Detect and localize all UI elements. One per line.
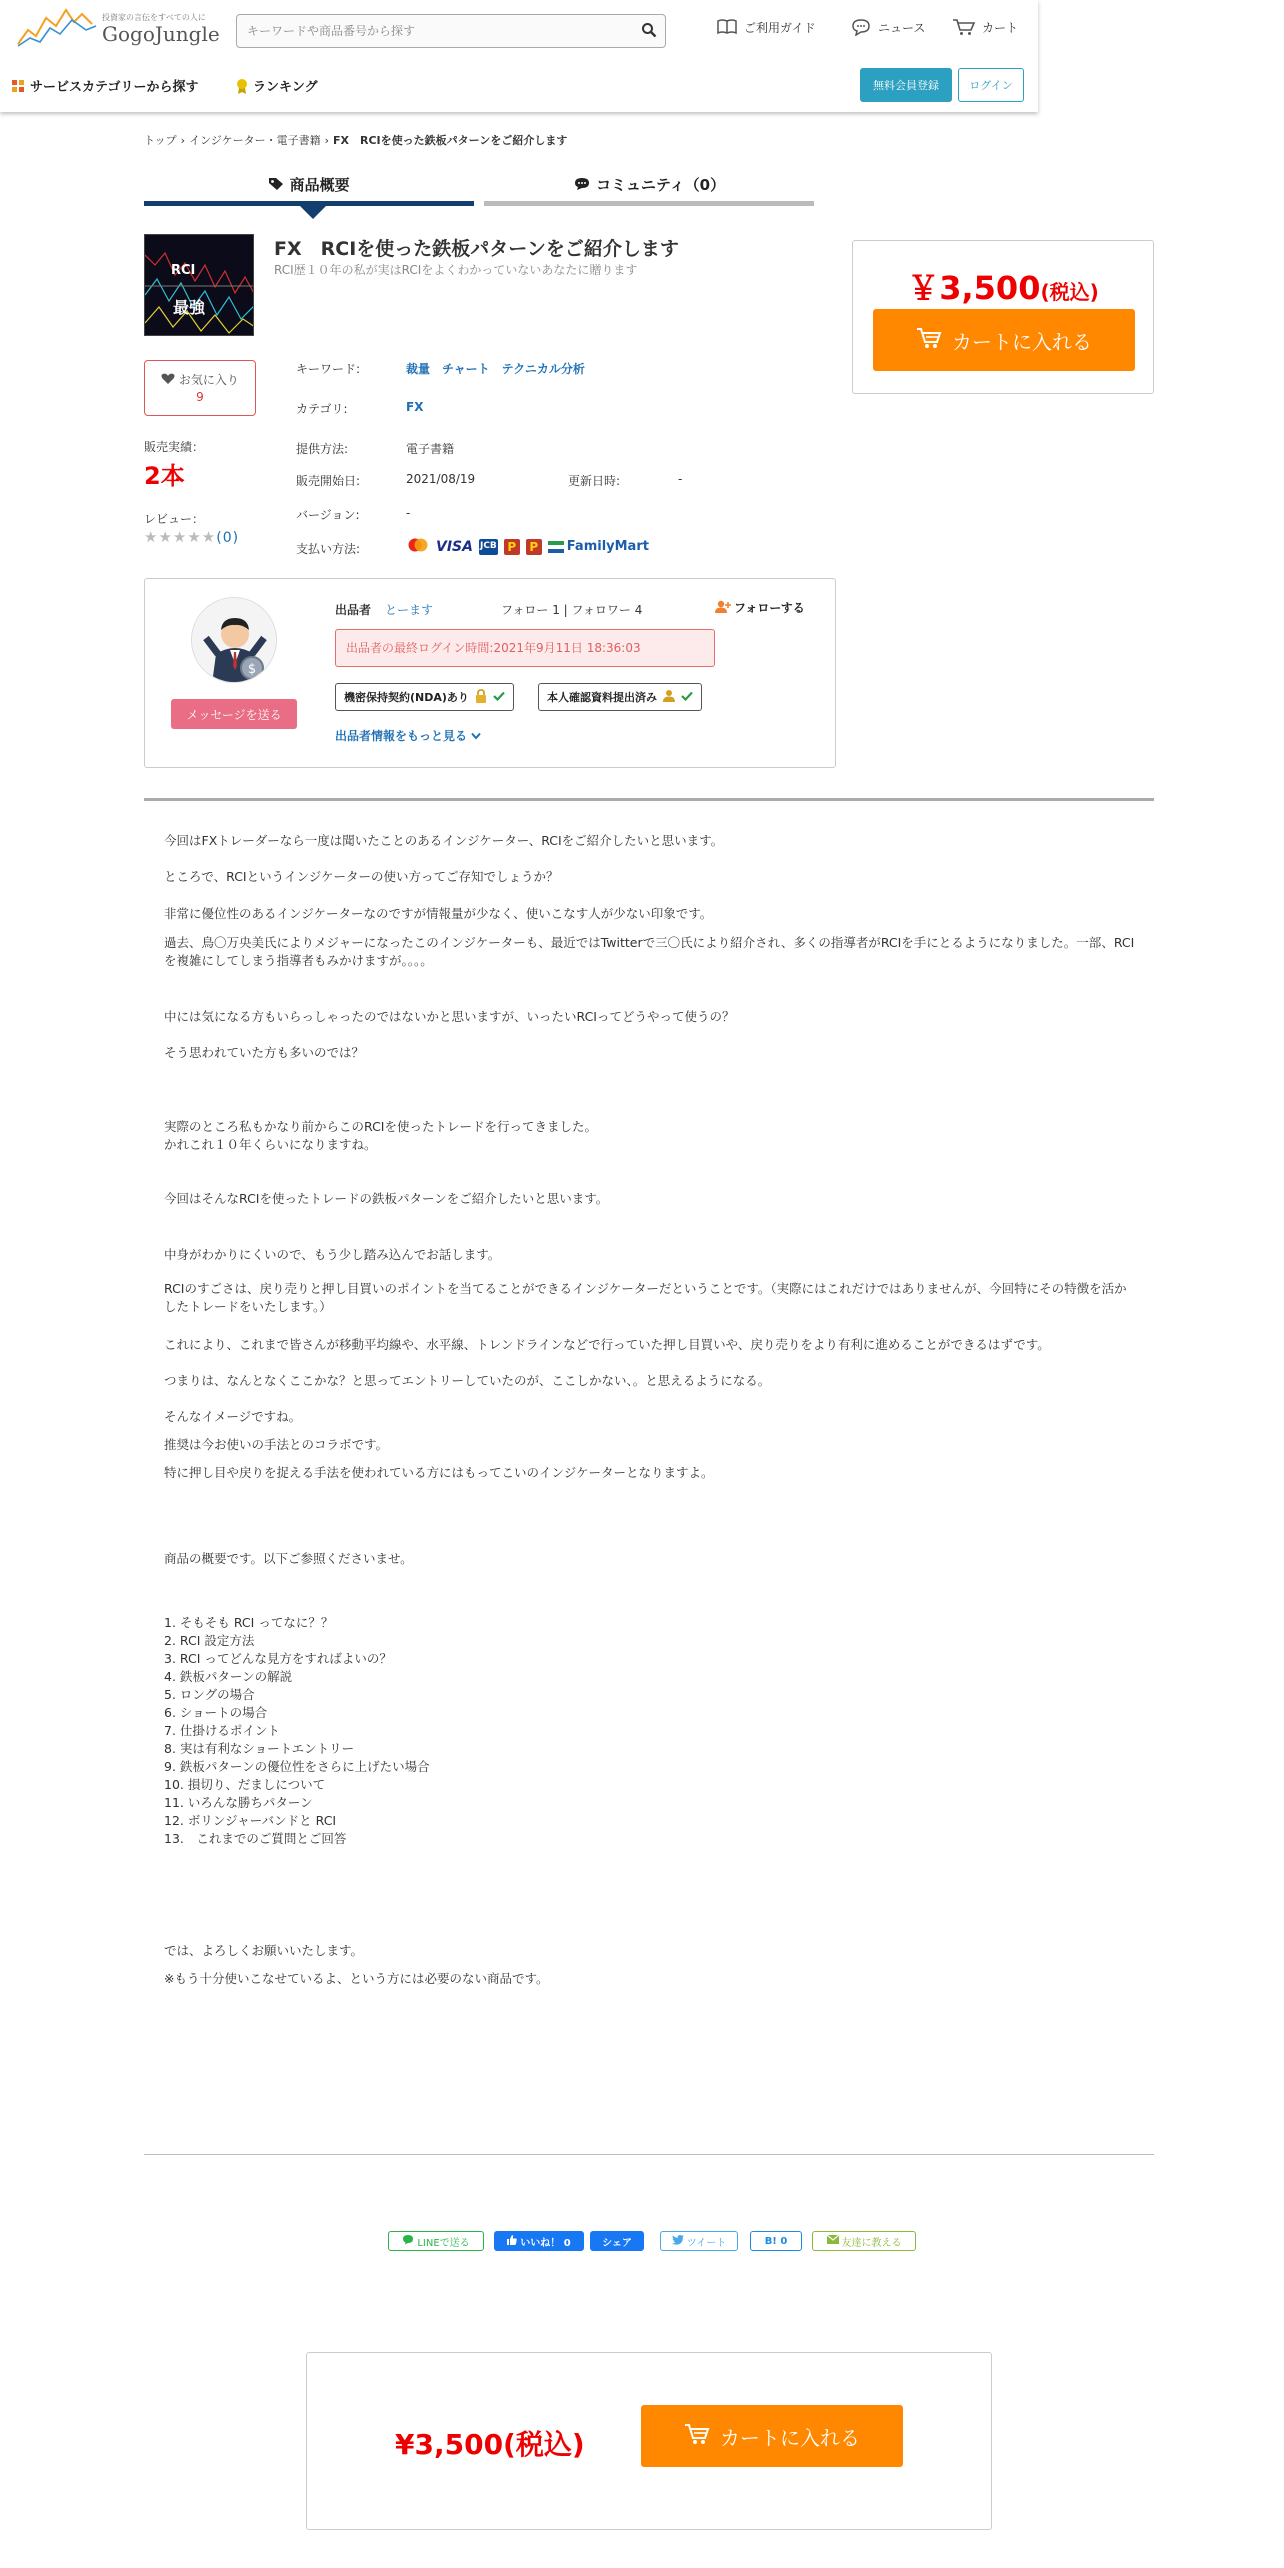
favorite-count: 9 — [196, 390, 204, 404]
review-count[interactable]: (0) — [216, 530, 240, 546]
nav-cart-link[interactable] — [952, 18, 1018, 36]
logo-name: GogoJungle — [102, 22, 220, 46]
email-friend-button[interactable] — [812, 2231, 916, 2251]
toc-item: 8. 実は有利なショートエントリー — [164, 1741, 355, 1756]
chevron-down-icon — [471, 729, 481, 743]
review-label: レビュー： — [144, 512, 205, 526]
lock-icon — [475, 689, 487, 706]
release-date-label: 販売開始日: — [296, 474, 361, 488]
nav-guide-label: ご利用ガイド — [744, 20, 816, 35]
delivery-value: 電子書籍 — [406, 442, 455, 456]
delivery-label: 提供方法: — [296, 442, 349, 456]
description-paragraph: これにより、これまで皆さんが移動平均線や、水平線、トレンドラインなどで行っていた押し目買いや、戻り売りをより有利に進めることができるはずです。 — [164, 1337, 1050, 1352]
familymart-icon: FamilyMart — [548, 539, 649, 554]
last-login-notice: 出品者の最終ログイン時間:2021年9月11日 18:36:03 — [335, 629, 715, 667]
tab-active-arrow — [299, 205, 327, 219]
keyword-link[interactable]: チャート — [442, 362, 490, 376]
heart-icon — [161, 373, 175, 387]
price-tax: (税込) — [1040, 280, 1099, 304]
thumbnail-chart-graphic — [145, 235, 254, 336]
description-paragraph: 特に押し目や戻りを捉える手法を使われている方にはもってこいのインジケーターとなりますよ。 — [164, 1465, 714, 1480]
description-paragraph: 今回はそんなRCIを使ったトレードの鉄板パターンをご紹介したいと思います。 — [164, 1191, 609, 1206]
facebook-like-label: いいね！ 0 — [520, 2237, 571, 2249]
nav-cart-label: カート — [982, 20, 1019, 35]
cart-icon — [952, 18, 976, 36]
logo-tagline: 投資家の言伝をすべての人に — [102, 13, 206, 22]
logo-chart-icon — [16, 4, 100, 50]
search-box — [236, 14, 666, 48]
thumbs-up-icon — [507, 2235, 517, 2248]
breadcrumb-separator: › — [324, 134, 329, 147]
price — [853, 263, 1153, 309]
thumbnail-rci-text: RCI — [171, 263, 196, 278]
tweet-button[interactable] — [660, 2231, 738, 2251]
add-to-cart-label: カートに入れる — [720, 2425, 860, 2450]
add-to-cart-label: カートに入れる — [952, 329, 1092, 354]
description-paragraph: 中身がわかりにくいので、もう少し踏み込んでお話します。 — [164, 1247, 501, 1262]
sales-value: 2本 — [144, 462, 185, 490]
favorite-label: お気に入り — [178, 373, 239, 387]
nav-guide-link[interactable] — [716, 18, 816, 36]
product-subtitle: RCI歴１０年の私が実はRCIをよくわかっていないあなたに贈ります — [274, 263, 638, 277]
keyword-link[interactable]: テクニカル分析 — [501, 362, 585, 376]
grid-icon — [12, 80, 24, 92]
tag-icon — [268, 176, 289, 194]
ranking-label: ランキング — [253, 80, 318, 95]
businessman-avatar-icon — [192, 598, 277, 683]
description-divider — [144, 798, 1154, 801]
breadcrumb-top[interactable]: トップ — [144, 134, 177, 147]
follow-label: フォローする — [734, 601, 805, 615]
breadcrumb — [144, 132, 567, 148]
nda-badge — [335, 683, 514, 711]
send-message-button[interactable]: メッセージを送る — [171, 699, 297, 729]
review-stars[interactable] — [144, 528, 239, 546]
toc-item: 12. ボリンジャーバンドと RCI — [164, 1813, 337, 1828]
content-divider — [144, 2154, 1154, 2155]
description-paragraph: そう思われていた方も多いのでは？ — [164, 1045, 365, 1060]
pay-easy-icon: P — [504, 539, 520, 555]
check-icon — [681, 691, 693, 704]
user-plus-icon — [715, 600, 731, 616]
hatena-bookmark-button[interactable]: B! 0 — [750, 2231, 802, 2251]
toc-item: 10. 損切り、だましについて — [164, 1777, 326, 1792]
description-paragraph: 今回はFXトレーダーなら一度は聞いたことのあるインジケーター、RCIをご紹介したいと思います。 — [164, 833, 724, 848]
description-paragraph: かれこれ１０年くらいになりますね。 — [164, 1137, 377, 1152]
mastercard-icon — [406, 537, 430, 556]
version-value: - — [406, 506, 411, 520]
ranking-link[interactable] — [236, 76, 318, 95]
toc-item: 2. RCI 設定方法 — [164, 1633, 255, 1648]
description-paragraph: 推奨は今お使いの手法とのコラボです。 — [164, 1437, 389, 1452]
check-icon — [493, 691, 505, 704]
category-link[interactable]: FX — [406, 400, 424, 414]
nav-news-link[interactable] — [850, 18, 925, 36]
toc-item: 7. 仕掛けるポイント — [164, 1723, 280, 1738]
toc-item: 9. 鉄板パターンの優位性をさらに上げたい場合 — [164, 1759, 430, 1774]
version-label: バージョン: — [296, 508, 360, 522]
keyword-list — [406, 360, 597, 377]
add-to-cart-button[interactable] — [873, 309, 1135, 371]
star-rating-icon: ★★★★★ — [144, 528, 217, 546]
seller-label: 出品者 — [335, 603, 372, 617]
tab-overview-label: 商品概要 — [289, 176, 350, 194]
twitter-bird-icon — [672, 2235, 684, 2248]
release-date-value: 2021/08/19 — [406, 472, 476, 486]
chat-bubble-icon — [850, 18, 872, 36]
description-paragraph: つまりは、なんとなくここかな？と思ってエントリーしていたのが、ここしかない、。と思えるようになる。 — [164, 1373, 771, 1388]
search-icon[interactable] — [641, 22, 657, 41]
user-icon — [663, 689, 675, 705]
toc-item: 1. そもそも RCI ってなに？？ — [164, 1615, 334, 1630]
identity-badge-label: 本人確認資料提出済み — [547, 691, 657, 704]
category-label: カテゴリ: — [296, 402, 348, 416]
nav-news-label: ニュース — [878, 20, 926, 35]
seller-box — [144, 578, 836, 768]
updated-value: - — [678, 472, 683, 486]
description-paragraph: RCIのすごさは、戻り売りと押し目買いのポイントを当てることができるインジケーターだということです。（実際にはこれだけではありませんが、今回特にその特徴を活かしたトレードをいたします。） — [164, 1281, 1127, 1314]
cart-icon — [684, 2423, 710, 2450]
product-title: FX RCIを使った鉄板パターンをご紹介します — [274, 238, 679, 260]
tab-community-label: コミュニティ（0） — [596, 176, 726, 194]
thumbnail-caption: 最強 — [173, 298, 206, 317]
site-logo[interactable] — [16, 4, 220, 52]
updated-label: 更新日時: — [568, 474, 621, 488]
line-icon — [402, 2234, 414, 2248]
line-share-label: LINEで送る — [417, 2237, 470, 2249]
email-friend-label: 友達に教える — [841, 2237, 902, 2249]
description-paragraph: そんなイメージですね。 — [164, 1409, 302, 1424]
payment-label: 支払い方法: — [296, 542, 361, 556]
toc-item: 5. ロングの場合 — [164, 1687, 255, 1702]
facebook-share-button[interactable]: シェア — [590, 2231, 644, 2251]
breadcrumb-separator: › — [180, 134, 186, 147]
search-input[interactable] — [247, 22, 627, 40]
toc-item: 4. 鉄板パターンの解説 — [164, 1669, 293, 1684]
add-to-cart-button-bottom[interactable] — [641, 2405, 903, 2467]
svg-text:$: $ — [247, 662, 257, 677]
description-paragraph: ※もう十分使いこなせているよ、という方には必要のない商品です。 — [164, 1971, 549, 1986]
line-share-button[interactable] — [388, 2231, 484, 2251]
description-paragraph: 過去、鳥〇万央美氏によりメジャーになったこのインジケーターも、最近ではTwitterで三〇氏により紹介され、多くの指導者がRCIを手にとるようになりました。一部、RCIを複雑にしてしまう指導者もみかけますが。。。。 — [164, 935, 1135, 968]
keyword-label: キーワード: — [296, 362, 361, 376]
tab-community[interactable] — [484, 170, 814, 206]
description-paragraph: 非常に優位性のあるインジケーターなのですが情報量が少なく、使いこなす人が少ない印象です。 — [164, 906, 713, 921]
description-paragraph: 商品の概要です。以下ご参照くださいませ。 — [164, 1551, 413, 1566]
tab-overview[interactable] — [144, 170, 474, 206]
breadcrumb-current: FX RCIを使った鉄板パターンをご紹介します — [333, 134, 568, 147]
favorite-button[interactable] — [144, 360, 256, 416]
pay-easy-icon: P — [526, 539, 542, 555]
service-category-link[interactable] — [12, 76, 198, 95]
sales-label: 販売実績： — [144, 440, 205, 454]
identity-verified-badge — [538, 683, 702, 711]
medal-icon — [236, 78, 248, 94]
login-button[interactable]: ログイン — [958, 68, 1024, 102]
seller-more-link[interactable] — [335, 727, 481, 744]
price-box — [852, 240, 1154, 394]
register-button[interactable]: 無料会員登録 — [860, 68, 952, 102]
product-thumbnail[interactable] — [144, 234, 254, 336]
facebook-like-button[interactable] — [494, 2231, 584, 2251]
toc-item: 13. これまでのご質問とご回答 — [164, 1831, 347, 1846]
visa-icon: VISA — [436, 538, 473, 555]
price-value: ￥3,500 — [907, 269, 1041, 307]
tweet-label: ツイート — [686, 2237, 727, 2249]
comment-icon — [573, 176, 596, 194]
bottom-price: ¥3,500(税込) — [395, 2428, 585, 2461]
seller-name-link[interactable]: とーます — [385, 603, 434, 617]
follow-button[interactable] — [715, 599, 805, 616]
description-paragraph: 実際のところ私もかなり前からこのRCIを使ったトレードを行ってきました。 — [164, 1119, 597, 1134]
toc-item: 3. RCI ってどんな見方をすればよいの？ — [164, 1651, 392, 1666]
site-header — [0, 0, 1038, 112]
envelope-icon — [827, 2235, 839, 2247]
toc-item: 11. いろんな勝ちパターン — [164, 1795, 313, 1810]
seller-avatar[interactable] — [191, 597, 277, 683]
service-category-label: サービスカテゴリーから探す — [30, 80, 199, 95]
description-paragraph: では、よろしくお願いいたします。 — [164, 1943, 364, 1958]
nda-badge-label: 機密保持契約(NDA)あり — [344, 691, 469, 704]
description-paragraph: 中には気になる方もいらっしゃったのではないかと思いますが、いったいRCIってどうやって使うの？ — [164, 1009, 735, 1024]
jcb-icon: JCB — [479, 539, 498, 555]
keyword-link[interactable]: 裁量 — [406, 362, 431, 376]
cart-icon — [916, 327, 942, 354]
category-value — [406, 400, 435, 414]
bottom-cart-box — [306, 2352, 992, 2530]
toc-item: 6. ショートの場合 — [164, 1705, 268, 1720]
breadcrumb-category[interactable]: インジケーター・電子書籍 — [189, 134, 321, 147]
book-icon — [716, 18, 738, 36]
description-paragraph: ところで、RCIというインジケーターの使い方ってご存知でしょうか？ — [164, 869, 559, 884]
seller-more-label: 出品者情報をもっと見る — [335, 729, 468, 743]
payment-methods — [406, 537, 649, 556]
seller-follow-stats: フォロー 1 | フォロワー 4 — [501, 603, 643, 617]
